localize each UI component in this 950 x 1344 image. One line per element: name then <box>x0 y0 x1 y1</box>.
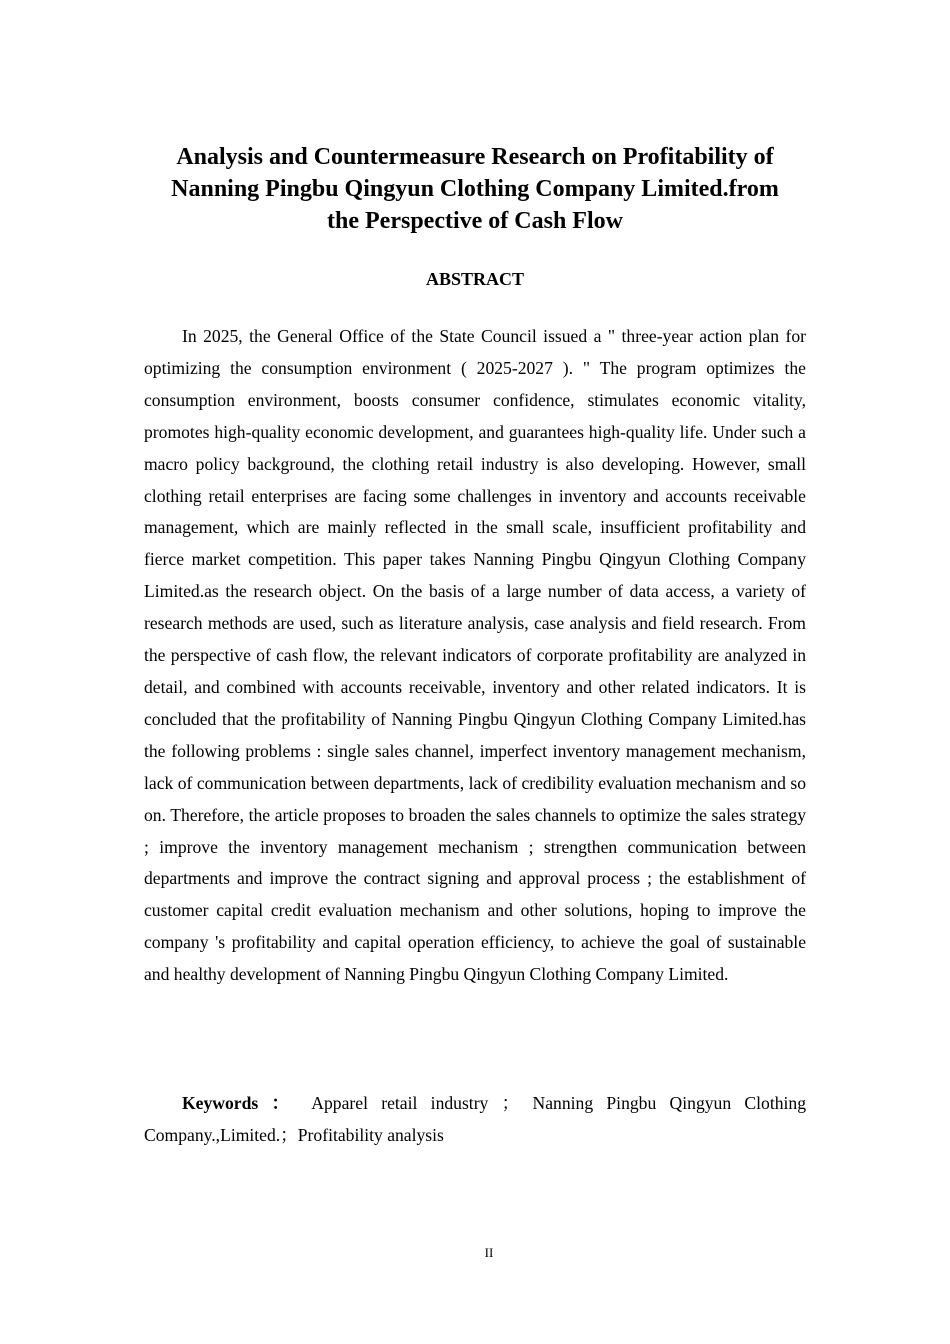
keywords-paragraph <box>144 1087 806 1151</box>
title-line-2: Nanning Pingbu Qingyun Clothing Company Limited.from <box>171 176 779 202</box>
keywords-label: Keywords ： <box>182 1093 299 1113</box>
abstract-heading: ABSTRACT <box>425 269 525 289</box>
page-number: II <box>484 1245 494 1260</box>
title-line-3: the Perspective of Cash Flow <box>327 208 623 234</box>
title-line-1: Analysis and Countermeasure Research on Profitability of <box>176 144 774 170</box>
abstract-body: In 2025, the General Office of the State Council issued a " three-year action plan for optimizing the consumption environment ( 2025-2027 ). " The program optimizes the consumption environment, boosts consumer confidence, stimulates economic vitality, promotes high-quality economic development, and guarantees high-quality life. Under such a macro policy background, the clothing retail industry is also developing. However, small clothing retail enterprises are facing some challenges in inventory and accounts receivable management, which are mainly reflected in the small scale, insufficient profitability and fierce market competition. This paper takes Nanning Pingbu Qingyun Clothing Company Limited.as the research object. On the basis of a large number of data access, a variety of research methods are used, such as literature analysis, case analysis and field research. From the perspective of cash flow, the relevant indicators of corporate profitability are analyzed in detail, and combined with accounts receivable, inventory and other related indicators. It is concluded that the profitability of Nanning Pingbu Qingyun Clothing Company Limited.has the following problems : single sales channel, imperfect inventory management mechanism, lack of communication between departments, lack of credibility evaluation mechanism and so on. Therefore, the article proposes to broaden the sales channels to optimize the sales strategy ; improve the inventory management mechanism ; strengthen communication between departments and improve the contract signing and approval process ; the establishment of customer capital credit evaluation mechanism and other solutions, hoping to improve the company 's profitability and capital operation efficiency, to achieve the goal of sustainable and healthy development of Nanning Pingbu Qingyun Clothing Company Limited. <box>144 326 806 985</box>
keywords-text: Apparel retail industry ； Nanning Pingbu Qingyun Clothing Company.,Limited.；Profitability analysis <box>144 1093 806 1145</box>
paper-title <box>120 141 830 237</box>
